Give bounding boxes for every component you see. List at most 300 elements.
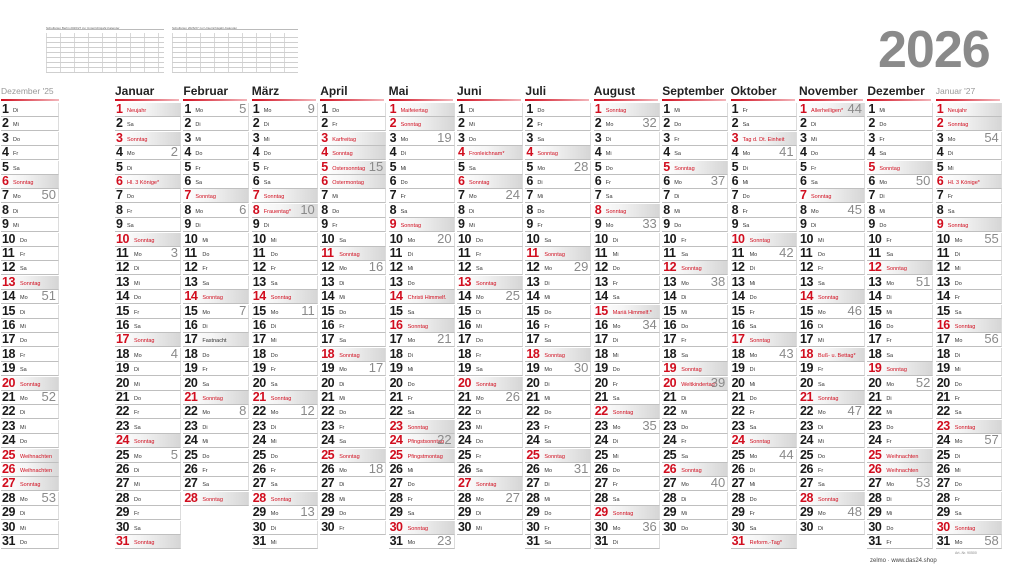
weekday-label: Fr xyxy=(954,496,960,503)
day-cell xyxy=(1,362,59,376)
day-cell xyxy=(662,233,728,247)
day-cell xyxy=(320,492,386,506)
day-number: 25 xyxy=(731,448,745,462)
weekday-label: Fr xyxy=(134,511,140,518)
day-number: 5 xyxy=(389,160,397,174)
weekday-label: Sonntag xyxy=(954,525,976,532)
day-number: 20 xyxy=(2,376,15,390)
weekday-label: Do xyxy=(612,468,620,474)
day-cell xyxy=(252,492,318,506)
weekday-label: Mo xyxy=(544,468,553,474)
weekday-label: Sonntag xyxy=(270,496,292,503)
day-cell xyxy=(252,276,318,290)
day-number: 18 xyxy=(800,347,813,361)
day-number: 8 xyxy=(731,203,739,217)
day-cell xyxy=(252,117,318,131)
day-number: 3 xyxy=(936,131,944,145)
day-number: 7 xyxy=(936,189,944,203)
day-cell xyxy=(457,319,523,333)
day-cell xyxy=(936,348,1002,362)
day-number: 26 xyxy=(731,463,745,476)
weekday-label: Mi xyxy=(469,122,475,129)
day-number: 23 xyxy=(731,419,745,433)
weekday-label: Mo xyxy=(612,424,621,431)
weekday-label: Mi xyxy=(886,511,893,518)
day-cell xyxy=(799,463,865,477)
day-number: 10 xyxy=(800,232,813,246)
day-number: 1 xyxy=(868,103,876,116)
day-number: 26 xyxy=(526,463,540,476)
weekday-label: Mi xyxy=(476,324,482,330)
weekday-label: Di xyxy=(818,424,824,431)
day-cell xyxy=(457,506,523,520)
day-cell xyxy=(662,405,728,419)
weekday-label: Di xyxy=(476,309,482,316)
weekday-label: Do xyxy=(818,252,826,258)
day-cell xyxy=(389,463,455,477)
day-cell xyxy=(936,405,1002,419)
day-number: 26 xyxy=(116,463,129,476)
weekday-label: Do xyxy=(544,511,552,518)
day-cell xyxy=(389,175,455,189)
day-number: 6 xyxy=(526,175,534,188)
day-cell xyxy=(799,434,865,448)
day-cell xyxy=(731,132,797,146)
day-cell xyxy=(183,362,249,376)
day-cell xyxy=(320,247,386,261)
day-number: 3 xyxy=(594,131,602,145)
day-cell xyxy=(183,146,249,160)
day-cell xyxy=(594,377,660,391)
day-number: 31 xyxy=(116,535,129,548)
day-number: 16 xyxy=(594,319,608,332)
weekday-label: Mi xyxy=(332,194,338,201)
day-number: 28 xyxy=(184,491,198,505)
day-number: 31 xyxy=(868,535,882,548)
weekday-label: Di xyxy=(20,410,26,417)
day-cell xyxy=(320,305,386,319)
legend-title-right: Schulferien 2026/27 zur Unterrichtsjahr-Kalender xyxy=(172,26,238,30)
day-cell xyxy=(389,233,455,247)
day-number: 2 xyxy=(2,117,9,131)
day-number: 27 xyxy=(252,477,266,491)
day-number: 23 xyxy=(526,419,540,433)
weekday-label: Mo xyxy=(407,540,416,546)
day-cell xyxy=(867,305,933,319)
week-number: 48 xyxy=(847,506,862,520)
day-cell xyxy=(731,189,797,203)
day-number: 6 xyxy=(731,175,739,188)
holiday-label: Reform.-Tag* xyxy=(749,540,782,546)
day-cell xyxy=(731,377,797,391)
day-cell xyxy=(457,305,523,319)
day-number: 29 xyxy=(594,506,608,520)
weekday-label: Sa xyxy=(407,410,415,417)
week-number: 24 xyxy=(505,189,520,203)
weekday-label: Sonntag xyxy=(749,338,771,345)
weekday-label: Do xyxy=(954,280,962,287)
day-cell xyxy=(389,204,455,218)
day-cell xyxy=(389,305,455,319)
day-cell xyxy=(525,103,591,117)
weekday-label: Mo xyxy=(749,252,758,258)
day-number: 28 xyxy=(663,491,677,505)
week-number: 16 xyxy=(368,261,384,275)
day-cell xyxy=(389,290,455,304)
holiday-label: Karfreitag xyxy=(332,136,357,143)
day-number: 20 xyxy=(116,376,129,390)
weekday-label: Do xyxy=(612,266,620,273)
day-cell xyxy=(936,175,1002,189)
day-cell xyxy=(183,290,249,304)
day-number: 21 xyxy=(868,391,882,404)
weekday-label: Do xyxy=(270,453,278,460)
day-number: 7 xyxy=(116,189,123,203)
weekday-label: Do xyxy=(407,280,415,287)
day-number: 15 xyxy=(458,304,471,318)
day-cell xyxy=(525,276,591,290)
day-cell xyxy=(252,535,318,549)
day-number: 7 xyxy=(184,189,192,203)
weekday-label: Di xyxy=(202,424,208,431)
weekday-label: Do xyxy=(20,237,28,244)
day-number: 29 xyxy=(731,506,745,520)
day-number: 18 xyxy=(321,347,335,361)
weekday-label: Sa xyxy=(476,266,483,273)
weekday-label: Sonntag xyxy=(544,252,565,258)
week-number: 31 xyxy=(573,463,589,476)
day-number: 31 xyxy=(936,535,950,548)
day-number: 7 xyxy=(321,189,329,203)
weekday-label: Di xyxy=(811,223,817,230)
day-cell xyxy=(115,132,181,146)
weekday-label: Sa xyxy=(879,151,887,158)
day-cell xyxy=(594,276,660,290)
day-cell xyxy=(525,189,591,203)
weekday-label: Sonntag xyxy=(202,396,223,402)
week-number: 52 xyxy=(915,376,931,390)
day-number: 13 xyxy=(526,275,540,289)
day-cell xyxy=(320,506,386,520)
day-cell xyxy=(115,261,181,275)
day-cell xyxy=(389,506,455,520)
day-number: 30 xyxy=(936,520,950,534)
day-cell xyxy=(115,276,181,290)
holiday-label: Allerheiligen* xyxy=(811,108,844,114)
weekday-label: Fr xyxy=(605,180,611,186)
day-cell xyxy=(867,333,933,347)
day-number: 11 xyxy=(526,247,539,260)
weekday-label: Do xyxy=(742,194,750,201)
week-number: 30 xyxy=(573,362,589,376)
day-cell xyxy=(252,261,318,275)
weekday-label: Mo xyxy=(407,338,416,345)
weekday-label: Di xyxy=(818,324,824,330)
weekday-label: Di xyxy=(20,511,26,518)
weekday-label: Di xyxy=(749,266,755,273)
day-cell xyxy=(183,477,249,491)
weekday-label: Fr xyxy=(407,396,413,402)
weekday-label: Mi xyxy=(818,338,824,345)
day-number: 12 xyxy=(868,261,882,275)
weekday-label: Mo xyxy=(742,151,751,158)
day-number: 2 xyxy=(731,117,739,131)
weekday-label: Do xyxy=(270,352,278,359)
week-number: 7 xyxy=(239,304,247,318)
day-cell xyxy=(1,117,59,131)
weekday-label: Sonntag xyxy=(469,180,490,186)
day-cell xyxy=(252,233,318,247)
day-number: 30 xyxy=(526,520,540,534)
weekday-label: Mi xyxy=(263,136,270,143)
day-number: 16 xyxy=(458,319,471,332)
weekday-label: Fr xyxy=(20,352,26,359)
day-number: 13 xyxy=(663,275,677,289)
month-header: November xyxy=(799,84,858,98)
holiday-label: Maifeiertag xyxy=(400,108,428,114)
day-number: 25 xyxy=(389,448,403,462)
weekday-label: Sonntag xyxy=(749,237,771,244)
day-number: 2 xyxy=(663,117,671,131)
day-number: 20 xyxy=(321,376,335,390)
weekday-label: Sa xyxy=(469,165,476,172)
day-cell xyxy=(252,290,318,304)
day-cell xyxy=(1,161,59,175)
day-number: 6 xyxy=(868,175,876,188)
weekday-label: Sa xyxy=(339,439,346,446)
weekday-label: Sa xyxy=(127,223,134,230)
day-cell xyxy=(662,175,728,189)
weekday-label: Di xyxy=(544,482,550,489)
weekday-label: Fr xyxy=(886,237,892,244)
weekday-label: Do xyxy=(127,194,135,201)
day-cell xyxy=(867,362,933,376)
day-cell xyxy=(183,117,249,131)
day-number: 29 xyxy=(116,506,129,520)
weekday-label: Di xyxy=(270,525,276,532)
day-cell xyxy=(457,276,523,290)
day-number: 30 xyxy=(731,520,745,534)
day-number: 10 xyxy=(663,232,677,246)
weekday-label: Do xyxy=(537,108,545,114)
weekday-label: Do xyxy=(332,208,340,215)
day-cell xyxy=(1,276,59,290)
day-number: 23 xyxy=(458,419,471,433)
day-number: 11 xyxy=(458,247,471,260)
weekday-label: Do xyxy=(886,424,894,431)
month-header: April xyxy=(320,84,348,98)
weekday-label: Di xyxy=(818,525,824,532)
day-cell xyxy=(389,377,455,391)
day-number: 3 xyxy=(663,131,671,145)
day-cell xyxy=(320,103,386,117)
day-number: 23 xyxy=(2,419,15,433)
weekday-label: Do xyxy=(20,439,28,446)
weekday-label: Mo xyxy=(879,180,888,186)
weekday-label: Fr xyxy=(339,324,345,330)
holiday-label: Frauentag* xyxy=(263,208,292,215)
day-cell xyxy=(389,117,455,131)
weekday-label: Do xyxy=(681,424,689,431)
day-number: 25 xyxy=(526,448,540,462)
weekday-label: Mi xyxy=(469,223,475,230)
day-number: 14 xyxy=(116,290,129,304)
weekday-label: Fr xyxy=(407,496,413,503)
weekday-label: Do xyxy=(879,223,887,230)
weekday-label: Mo xyxy=(263,108,272,114)
weekday-label: Sonntag xyxy=(202,496,223,503)
weekday-label: Mi xyxy=(818,439,824,446)
day-cell xyxy=(594,492,660,506)
day-number: 12 xyxy=(458,261,471,275)
day-cell xyxy=(457,463,523,477)
weekday-label: Sonntag xyxy=(947,122,969,129)
day-cell xyxy=(525,161,591,175)
weekday-label: Sonntag xyxy=(20,280,41,287)
weekday-label: Sonntag xyxy=(612,511,634,518)
day-cell xyxy=(799,261,865,275)
day-number: 27 xyxy=(868,477,882,491)
day-cell xyxy=(867,117,933,131)
day-number: 10 xyxy=(184,232,198,246)
day-cell xyxy=(662,434,728,448)
day-number: 3 xyxy=(868,131,876,145)
weekday-label: Sa xyxy=(407,309,415,316)
day-cell xyxy=(320,319,386,333)
day-cell xyxy=(731,492,797,506)
day-cell xyxy=(731,333,797,347)
day-number: 11 xyxy=(116,247,129,260)
weekday-label: Mi xyxy=(339,295,345,302)
day-number: 10 xyxy=(731,232,745,246)
weekday-label: Di xyxy=(134,266,140,273)
weekday-label: Di xyxy=(20,309,26,316)
day-cell xyxy=(799,189,865,203)
day-cell xyxy=(662,391,728,405)
day-number: 10 xyxy=(594,232,608,246)
weekday-label: Sonntag xyxy=(612,410,634,417)
weekday-label: Mi xyxy=(339,496,345,503)
weekday-label: Fr xyxy=(879,136,885,143)
day-number: 19 xyxy=(116,362,129,376)
day-number: 6 xyxy=(389,175,397,188)
day-number: 12 xyxy=(800,261,813,275)
day-cell xyxy=(662,463,728,477)
holiday-legend-table-right xyxy=(172,26,298,74)
weekday-label: Mi xyxy=(605,151,612,158)
day-number: 28 xyxy=(389,491,403,505)
day-number: 4 xyxy=(594,146,602,160)
weekday-label: Sonntag xyxy=(681,468,702,474)
day-cell xyxy=(662,204,728,218)
day-cell xyxy=(594,161,660,175)
weekday-label: Mo xyxy=(339,266,347,273)
day-number: 5 xyxy=(2,160,9,174)
day-number: 13 xyxy=(116,275,129,289)
weekday-label: Sa xyxy=(544,237,552,244)
weekday-label: Mi xyxy=(270,439,277,446)
day-number: 18 xyxy=(868,347,882,361)
day-cell xyxy=(731,276,797,290)
weekday-label: Fr xyxy=(127,208,133,215)
day-cell xyxy=(936,463,1002,477)
day-number: 23 xyxy=(800,419,813,433)
day-number: 28 xyxy=(2,491,15,505)
weekday-label: Fr xyxy=(818,468,824,474)
day-cell xyxy=(662,333,728,347)
weekday-label: Do xyxy=(476,338,484,345)
day-number: 19 xyxy=(321,362,335,376)
day-cell xyxy=(525,506,591,520)
day-number: 4 xyxy=(2,146,9,160)
weekday-label: Sa xyxy=(270,280,278,287)
day-number: 15 xyxy=(321,304,335,318)
weekday-label: Mi xyxy=(612,453,619,460)
day-cell xyxy=(457,233,523,247)
weekday-label: Fr xyxy=(476,352,482,359)
day-number: 13 xyxy=(2,275,15,289)
day-number: 22 xyxy=(868,405,882,419)
weekday-label: Mi xyxy=(537,194,544,201)
day-number: 4 xyxy=(936,146,944,160)
order-number: Art.-Nr. 90500 xyxy=(955,551,977,555)
day-number: 24 xyxy=(731,434,745,448)
day-number: 24 xyxy=(594,434,608,448)
day-number: 31 xyxy=(2,535,15,548)
day-cell xyxy=(799,117,865,131)
day-cell xyxy=(1,434,59,448)
weekday-label: Mi xyxy=(476,424,482,431)
day-number: 25 xyxy=(116,448,129,462)
day-cell xyxy=(252,103,318,117)
day-cell xyxy=(389,405,455,419)
day-cell xyxy=(457,204,523,218)
day-cell xyxy=(525,305,591,319)
weekday-label: Sa xyxy=(681,252,688,258)
week-number: 34 xyxy=(642,319,657,332)
weekday-label: Mi xyxy=(818,237,824,244)
day-cell xyxy=(320,377,386,391)
day-number: 2 xyxy=(936,117,944,131)
day-cell xyxy=(662,218,728,232)
weekday-label: Mi xyxy=(544,396,551,402)
day-cell xyxy=(867,132,933,146)
day-number: 11 xyxy=(389,247,402,260)
weekday-label: Mi xyxy=(407,266,414,273)
day-number: 27 xyxy=(321,477,335,491)
day-number: 13 xyxy=(868,275,882,289)
day-number: 1 xyxy=(800,103,807,116)
day-number: 20 xyxy=(526,376,540,390)
day-number: 17 xyxy=(252,333,266,347)
holiday-label: Neujahr xyxy=(947,108,968,114)
weekday-label: Di xyxy=(195,122,201,129)
day-number: 14 xyxy=(868,290,882,304)
week-number: 50 xyxy=(41,189,56,203)
day-number: 1 xyxy=(252,103,260,116)
day-cell xyxy=(1,506,59,520)
day-cell xyxy=(525,218,591,232)
month-header-underline xyxy=(799,99,863,101)
day-number: 19 xyxy=(800,362,813,376)
weekday-label: Di xyxy=(407,352,413,359)
day-number: 1 xyxy=(731,103,739,116)
day-cell xyxy=(183,103,249,117)
weekday-label: Mi xyxy=(20,525,26,532)
day-cell xyxy=(799,420,865,434)
day-number: 29 xyxy=(868,506,882,520)
weekday-label: Sonntag xyxy=(134,439,155,446)
